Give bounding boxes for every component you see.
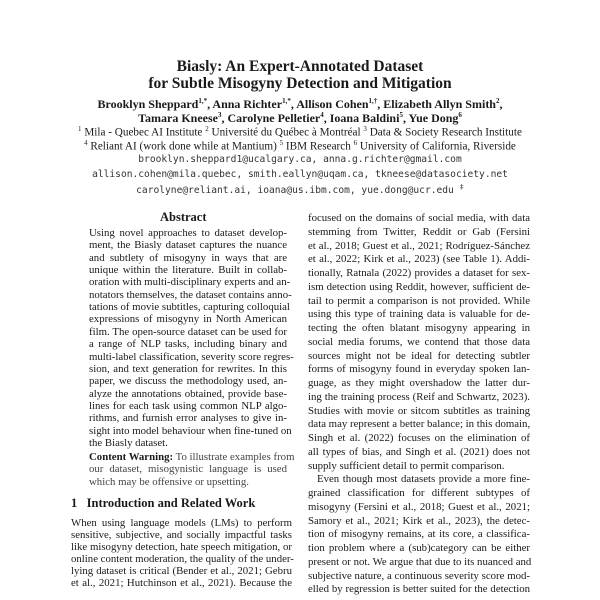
text-line: ment, the Biasly dataset captures the nuance [89, 239, 287, 252]
text-line: paper, we discuss the methodology used, an- [89, 375, 287, 388]
text-line: et al., 2022; Kirk et al., 2023) (see Table 1). Addi- [308, 253, 530, 266]
emails-line-1: brooklyn.sheppard1@ucalgary.ca, anna.g.richter@gmail.com [138, 154, 462, 165]
text-line: ing the training process (Reif and Schwartz, 2023). [308, 390, 530, 403]
text-line: tionally, Ratnala (2022) provides a dataset for sex- [308, 267, 530, 279]
text-line: forms of misogyny found in everyday spoken lan- [308, 363, 530, 376]
text-line: sensitive, subjective, and socially impactful tasks [71, 529, 292, 541]
text-line: tion problem where a (sub)category can be either [308, 542, 530, 554]
author-affiliation-mark: 2 [495, 97, 500, 105]
content-warning-text: our dataset, misogynistic language is used [89, 463, 287, 476]
author-name: Anna Richter [212, 97, 283, 111]
authors-line-1 [0, 97, 600, 112]
content-warning-line [89, 463, 287, 475]
content-warning-line [89, 476, 287, 488]
text-line: data may represent a better balance; in this domain, [308, 418, 531, 431]
text-line: tail to permit a comparison is not provided. While [308, 294, 530, 307]
text-line: social media forums, we contend that those data [308, 335, 530, 348]
author-separator: , [402, 111, 409, 125]
author-affiliation-mark: 6 [458, 111, 462, 119]
text-line: tecting the often blatant misogyny appearing in [308, 322, 530, 334]
text-line: focused on the domains of social media, with data [308, 212, 530, 224]
text-line: Using novel approaches to dataset develop- [89, 227, 287, 239]
author-separator: , [499, 97, 503, 111]
author-separator: , [290, 97, 297, 111]
text-line: unique within the literature. Built in collab- [89, 264, 287, 277]
text-line: misogyny (Fersini et al., 2018; Guest et al., 2021; [308, 500, 530, 513]
affiliation-name: Université du Québec à Montréal [208, 126, 364, 139]
author-name: Brooklyn Sheppard [97, 97, 199, 111]
emails-line-3 [0, 183, 600, 196]
affiliation-name: Mila - Quebec AI Institute [81, 126, 206, 139]
author-affiliation-mark: 4 [320, 111, 324, 119]
text-line: ism detection using Reddit, however, sufficient de- [308, 280, 530, 293]
content-warning-label: Content Warning: [89, 451, 174, 463]
author-affiliation-mark: 3 [217, 111, 222, 119]
affiliation-number: 2 [205, 125, 209, 133]
text-line: notators themselves, the dataset contains anno- [89, 288, 292, 301]
author-name: Carolyne Pelletier [227, 111, 321, 125]
text-line: using this type of training data is valuable for de- [308, 308, 530, 321]
text-line: stemming from Twitter, Reddit or Gab (Fersini [308, 225, 530, 238]
emails-line-3-text: carolyne@reliant.ai, ioana@us.ibm.com, yue.dong@ucr.edu [136, 185, 454, 197]
emails-line-2: allison.cohen@mila.quebec, smith.eallyn@uqam.ca, tkneese@datasociety.net [92, 169, 508, 180]
text-line: et al., 2021; Hutchinson et al., 2021). Because the [71, 577, 292, 589]
text-line: present or not. We argue that due to its nuanced and [308, 555, 532, 568]
author-name: Elizabeth Allyn Smith [383, 97, 496, 111]
content-warning-text: To illustrate examples from [173, 451, 295, 463]
author-affiliation-mark: 1,* [282, 97, 291, 105]
text-line: tations of movie subtitles, capturing colloquial [89, 301, 290, 314]
paper-title-line-2: for Subtle Misogyny Detection and Mitigation [148, 75, 452, 92]
affiliation-name: IBM Research [283, 140, 354, 153]
affiliations-line-2 [0, 139, 600, 153]
text-line: Studies with movie or sitcom subtitles as training [308, 404, 530, 417]
author-name: Ioana Baldini [329, 111, 400, 125]
text-line: Samory et al., 2021; Kirk et al., 2023), the detec- [308, 514, 530, 527]
text-line: sight into model behaviour when fine-tuned on [89, 424, 292, 437]
author-name: Tamara Kneese [138, 111, 218, 125]
affiliation-name: University of California, Riverside [357, 140, 516, 153]
text-line: Even though most datasets provide a more fine- [317, 473, 530, 486]
text-line: expressions of misogyny in North American [89, 313, 287, 326]
text-line: online content moderation, the quality of the under- [71, 553, 294, 565]
text-line: supply sufficient detail to permit comparison. [308, 459, 505, 472]
author-separator: , [323, 111, 330, 125]
text-line: like misogyny detection, hate speech mitigation, or [71, 541, 292, 553]
author-affiliation-mark: 5 [399, 111, 403, 119]
text-line: lines for each task using common NLP algo- [89, 399, 287, 412]
text-line: tion of misogyny remains, at its core, a classifica- [308, 528, 530, 541]
text-line: lying dataset is critical (Bender et al., 2021; Gebru [71, 565, 292, 577]
text-line: alyze the annotations obtained, provide base- [89, 387, 287, 400]
author-separator: , [377, 97, 384, 111]
author-name: Allison Cohen [296, 97, 369, 111]
affiliation-number: 1 [78, 125, 82, 133]
affiliations-line-1 [0, 125, 600, 139]
section-number: 1 [71, 496, 78, 510]
affiliation-number: 5 [279, 139, 284, 147]
affiliation-name: Data & Society Research Institute [366, 126, 522, 139]
text-line: rithms, and furnish error analyses to give in- [89, 412, 287, 425]
author-name: Yue Dong [408, 111, 459, 125]
author-affiliation-mark: 1,† [368, 97, 378, 105]
text-line: and subtlety of misogyny in ways that are [89, 251, 287, 264]
text-line: grained classification for different subtypes of [308, 487, 530, 499]
paper-title-line-1: Biasly: An Expert-Annotated Dataset [176, 58, 424, 75]
text-line: subjective nature, a continuous severity score mod- [308, 569, 530, 582]
text-line: et al., 2018; Guest et al., 2021; Rodríguez-Sánchez [308, 239, 530, 252]
text-line: a range of NLP tasks, including binary and [89, 338, 287, 351]
content-warning-line [89, 451, 295, 463]
authors-line-2 [0, 111, 600, 126]
text-line: sion, and text generation for rewrites. In this [89, 362, 287, 375]
content-warning-text: which may be offensive or upsetting. [89, 475, 249, 488]
text-line: all types of bias, and Singh et al. (2021) does not [308, 445, 530, 458]
text-line: Singh et al. (2022) focuses on the elimination of [308, 432, 530, 444]
email-footnote-mark: ‡ [459, 183, 464, 191]
abstract-heading: Abstract [160, 210, 207, 224]
text-line: When using language models (LMs) to perform [71, 517, 292, 529]
section-title: Introduction and Related Work [86, 496, 256, 510]
affiliation-number: 6 [353, 139, 358, 147]
author-separator: , [207, 97, 213, 111]
text-line: film. The open-source dataset can be used for [89, 325, 287, 338]
affiliation-number: 4 [84, 139, 88, 147]
affiliation-name: Reliant AI (work done while at Mantium) [87, 140, 280, 153]
text-line: guage, as they might overshadow the latter dur- [308, 377, 530, 389]
text-line: oration with multi-disciplinary experts and an- [89, 276, 291, 289]
text-line: the Biasly dataset. [89, 436, 168, 449]
section-heading [71, 496, 255, 511]
text-line: sources might not be ideal for detecting subtler [308, 349, 530, 362]
affiliation-number: 3 [363, 125, 367, 133]
author-separator: , [221, 111, 228, 125]
author-affiliation-mark: 1,* [198, 97, 208, 105]
text-line: elled by regression is better suited for the detection [308, 583, 530, 596]
text-line: multi-label classification, severity score regres- [89, 350, 294, 363]
